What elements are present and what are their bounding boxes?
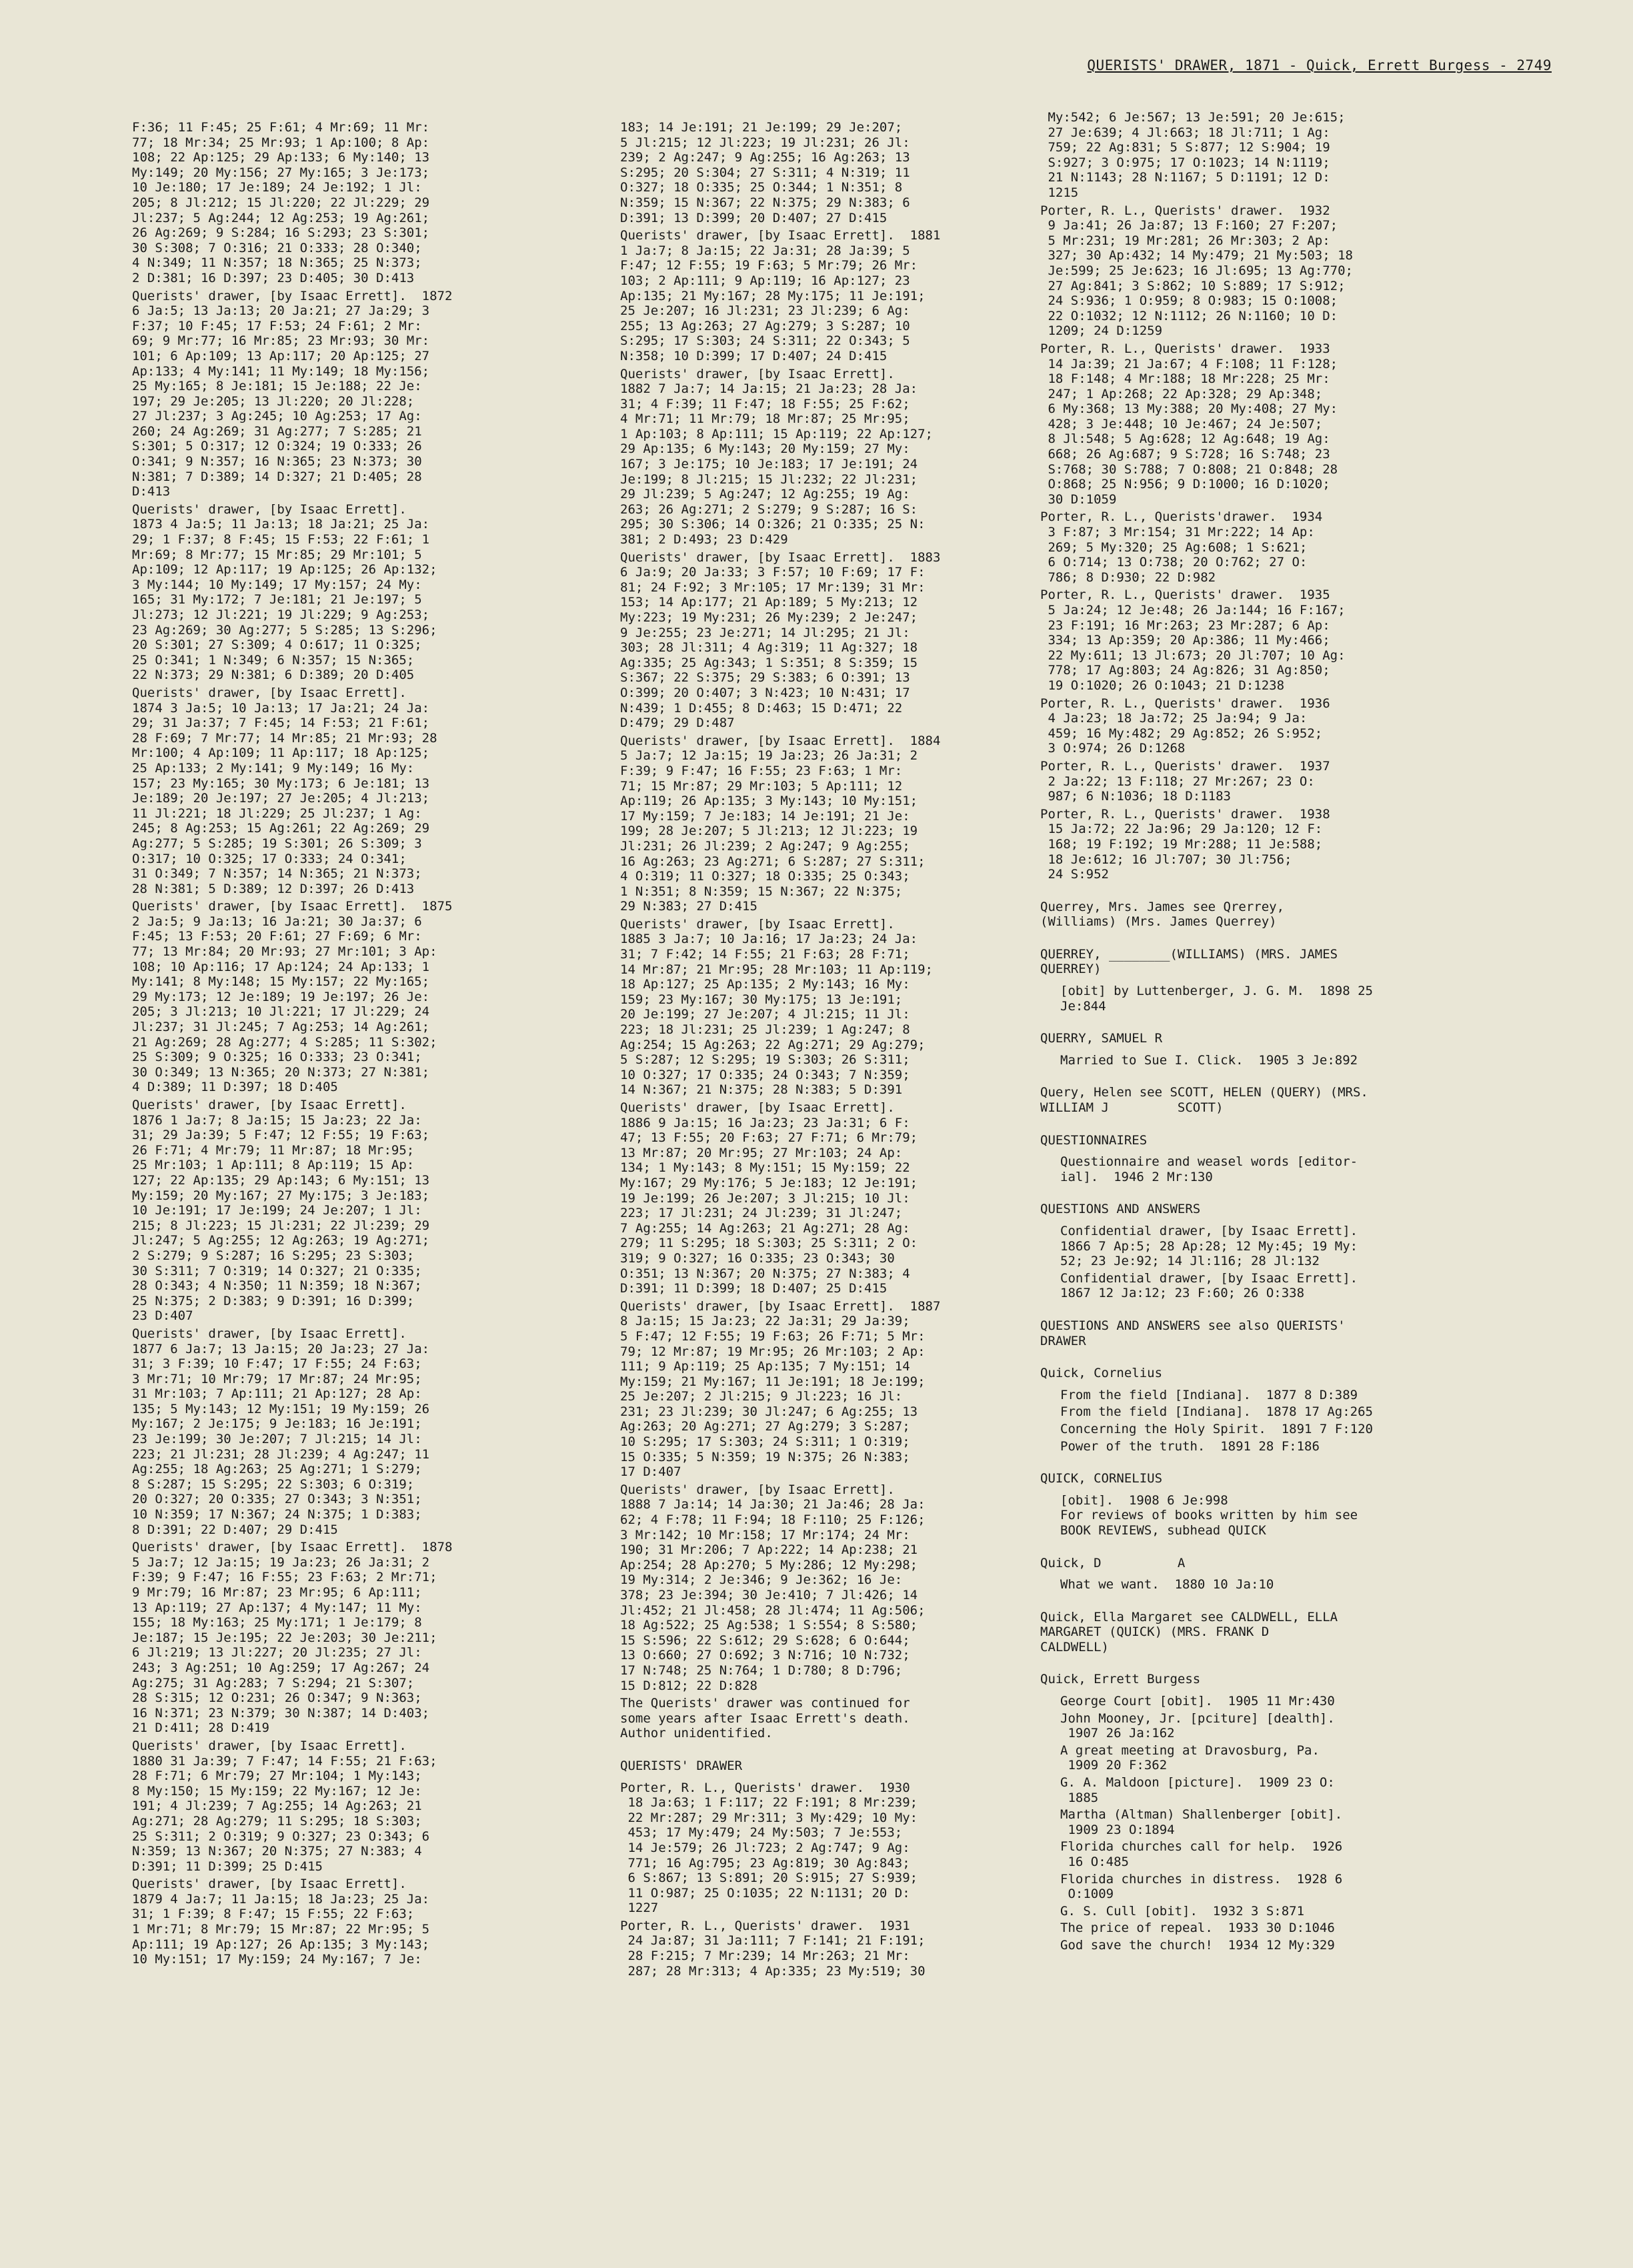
index-entry: 183; 14 Je:191; 21 Je:199; 29 Je:207; 5 Jl:215; 12 Jl:223; 19 Jl:231; 26 Jl: 239; 2 Ag:247; 9 Ag:255; 16 Ag:263; 13 S:295; 20 S:304; 27 S:311; 4 N:319; 11 O:327; 18 O:335; 25 O:344; 1 N:351; 8 N:359; 15 N:367; 22 N:375; 29 N:383; 6 D:391; 13 D:399; 20 D:407; 27 D:415 [620, 120, 910, 225]
editorial-note: The Querists' drawer was continued for some years after Isaac Errett's death. Author unidentified. [620, 1696, 910, 1741]
index-entry: Confidential drawer, [by Isaac Errett]. 1866 7 Ap:5; 28 Ap:28; 12 My:45; 19 My: 52; 23 Je:92; 14 Jl:116; 28 Jl:132 [1060, 1224, 1358, 1269]
index-entry: Concerning the Holy Spirit. 1891 7 F:120 [1060, 1421, 1373, 1436]
subject-heading: QUERREY, ________(WILLIAMS) (MRS. JAMES QUERREY) [1040, 946, 1338, 977]
index-entry: From the field [Indiana]. 1878 17 Ag:265 [1060, 1404, 1373, 1420]
index-entry: Porter, R. L., Querists' drawer. 1930 18 Ja:63; 1 F:117; 22 F:191; 8 Mr:239; 22 Mr:287; 29 Mr:311; 3 My:429; 10 My: 453; 17 My:479; 24 My:503; 7 Je:553; 14 Je:579; 26 Jl:723; 2 Ag:747; 9 Ag: 771; 16 Ag:795; 23 Ag:819; 30 Ag:843; 6 S:867; 13 S:891; 20 S:915; 27 S:939; 11 O:987; 25 O:1035; 22 N:1131; 20 D: 1227 [620, 1780, 918, 1916]
index-entry: Porter, R. L., Querists'drawer. 1934 3 F:87; 3 Mr:154; 31 Mr:222; 14 Ap: 269; 5 My:320; 25 Ag:608; 1 S:621; 6 O:714; 13 O:738; 20 O:762; 27 O: 786; 8 D:930; 22 D:982 [1040, 509, 1323, 585]
index-entry: Querists' drawer, [by Isaac Errett]. 1873 4 Ja:5; 11 Ja:13; 18 Ja:21; 25 Ja: 29; 1 F:37; 8 F:45; 15 F:53; 22 F:61; 1 Mr:69; 8 Mr:77; 15 Mr:85; 29 Mr:101; 5 Ap:109; 12 Ap:117; 19 Ap:125; 26 Ap:132; 3 My:144; 10 My:149; 17 My:157; 24 My: 165; 31 My:172; 7 Je:181; 21 Je:197; 5 Jl:273; 12 Jl:221; 19 Jl:229; 9 Ag:253; 23 Ag:269; 30 Ag:277; 5 S:285; 13 S:296; 20 S:301; 27 S:309; 4 O:617; 11 O:325; 25 O:341; 1 N:349; 6 N:357; 15 N:365; 22 N:373; 29 N:381; 6 D:389; 20 D:405 [132, 501, 437, 683]
index-entry: Porter, R. L., Querists' drawer. 1937 2 Ja:22; 13 F:118; 27 Mr:267; 23 O: 987; 6 N:1036; 18 D:1183 [1040, 758, 1330, 804]
index-entry: Florida churches call for help. 1926 16 O:485 [1060, 1839, 1343, 1869]
subject-heading: QUESTIONS AND ANSWERS [1040, 1202, 1201, 1217]
author-heading: Quick, Cornelius [1040, 1366, 1163, 1381]
index-entry: F:36; 11 F:45; 25 F:61; 4 Mr:69; 11 Mr: 77; 18 Mr:34; 25 Mr:93; 1 Ap:100; 8 Ap: 108; 22 Ap:125; 29 Ap:133; 6 My:140; 13 My:149; 20 My:156; 27 My:165; 3 Je:173; 10 Je:180; 17 Je:189; 24 Je:192; 1 Jl: 205; 8 Jl:212; 15 Jl:220; 22 Jl:229; 29 Jl:237; 5 Ag:244; 12 Ag:253; 19 Ag:261; 26 Ag:269; 9 S:284; 16 S:293; 23 S:301; 30 S:308; 7 O:316; 21 O:333; 28 O:340; 4 N:349; 11 N:357; 18 N:365; 25 N:373; 2 D:381; 16 D:397; 23 D:405; 30 D:413 [132, 120, 430, 285]
index-entry: [obit]. 1908 6 Je:998 For reviews of books written by him see BOOK REVIEWS, subhead QUICK [1060, 1492, 1358, 1538]
index-entry: G. A. Maldoon [picture]. 1909 23 O: 1885 [1060, 1775, 1335, 1805]
subject-heading: QUICK, CORNELIUS [1040, 1471, 1163, 1486]
index-entry: George Court [obit]. 1905 11 Mr:430 [1060, 1694, 1335, 1709]
index-entry: Querists' drawer, [by Isaac Errett]. 1874 3 Ja:5; 10 Ja:13; 17 Ja:21; 24 Ja: 29; 31 Ja:37; 7 F:45; 14 F:53; 21 F:61; 28 F:69; 7 Mr:77; 14 Mr:85; 21 Mr:93; 28 Mr:100; 4 Ap:109; 11 Ap:117; 18 Ap:125; 25 Ap:133; 2 My:141; 9 My:149; 16 My: 157; 23 My:165; 30 My:173; 6 Je:181; 13 Je:189; 20 Je:197; 27 Je:205; 4 Jl:213; 11 Jl:221; 18 Jl:229; 25 Jl:237; 1 Ag: 245; 8 Ag:253; 15 Ag:261; 22 Ag:269; 29 Ag:277; 5 S:285; 19 S:301; 26 S:309; 3 O:317; 10 O:325; 17 O:333; 24 O:341; 31 O:349; 7 N:357; 14 N:365; 21 N:373; 28 N:381; 5 D:389; 12 D:397; 26 D:413 [132, 685, 437, 896]
index-entry: God save the church! 1934 12 My:329 [1060, 1937, 1335, 1953]
index-entry: Querists' drawer, [by Isaac Errett]. 1887 8 Ja:15; 15 Ja:23; 22 Ja:31; 29 Ja:39; 5 F:47; 12 F:55; 19 F:63; 26 F:71; 5 Mr: 79; 12 Mr:87; 19 Mr:95; 26 Mr:103; 2 Ap: 111; 9 Ap:119; 25 Ap:135; 7 My:151; 14 My:159; 21 My:167; 11 Je:191; 18 Je:199; 25 Je:207; 2 Jl:215; 9 Jl:223; 16 Jl: 231; 23 Jl:239; 30 Jl:247; 6 Ag:255; 13 Ag:263; 20 Ag:271; 27 Ag:279; 3 S:287; 10 S:295; 17 S:303; 24 S:311; 1 O:319; 15 O:335; 5 N:359; 19 N:375; 26 N:383; 17 D:407 [620, 1298, 941, 1480]
index-entry: Porter, R. L., Querists' drawer. 1935 5 Ja:24; 12 Je:48; 26 Ja:144; 16 F:167; 23 F:191; 16 Mr:263; 23 Mr:287; 6 Ap: 334; 13 Ap:359; 20 Ap:386; 11 My:466; 22 My:611; 13 Jl:673; 20 Jl:707; 10 Ag: 778; 17 Ag:803; 24 Ag:826; 31 Ag:850; 19 O:1020; 26 O:1043; 21 D:1238 [1040, 588, 1346, 693]
index-entry: Querists' drawer, [by Isaac Errett]. 1880 31 Ja:39; 7 F:47; 14 F:55; 21 F:63; 28 F:71; 6 Mr:79; 27 Mr:104; 1 My:143; 8 My:150; 15 My:159; 22 My:167; 12 Je: 191; 4 Jl:239; 7 Ag:255; 14 Ag:263; 21 Ag:271; 28 Ag:279; 11 S:295; 18 S:303; 25 S:311; 2 O:319; 9 O:327; 23 O:343; 6 N:359; 13 N:367; 20 N:375; 27 N:383; 4 D:391; 11 D:399; 25 D:415 [132, 1738, 437, 1874]
index-entry: Querists' drawer, [by Isaac Errett]. 1886 9 Ja:15; 16 Ja:23; 23 Ja:31; 6 F: 47; 13 F:55; 20 F:63; 27 F:71; 6 Mr:79; 13 Mr:87; 20 Mr:95; 27 Mr:103; 24 Ap: 134; 1 My:143; 8 My:151; 15 My:159; 22 My:167; 29 My:176; 5 Je:183; 12 Je:191; 19 Je:199; 26 Je:207; 3 Jl:215; 10 Jl: 223; 17 Jl:231; 24 Jl:239; 31 Jl:247; 7 Ag:255; 14 Ag:263; 21 Ag:271; 28 Ag: 279; 11 S:295; 18 S:303; 25 S:311; 2 O: 319; 9 O:327; 16 O:335; 23 O:343; 30 O:351; 13 N:367; 20 N:375; 27 N:383; 4 D:391; 11 D:399; 18 D:407; 25 D:415 [620, 1100, 918, 1296]
index-entry: Confidential drawer, [by Isaac Errett]. 1867 12 Ja:12; 23 F:60; 26 O:338 [1060, 1270, 1358, 1301]
index-entry: Querists' drawer, [by Isaac Errett]. 1877 6 Ja:7; 13 Ja:15; 20 Ja:23; 27 Ja: 31; 3 F:39; 10 F:47; 17 F:55; 24 F:63; 3 Mr:71; 10 Mr:79; 17 Mr:87; 24 Mr:95; 31 Mr:103; 7 Ap:111; 21 Ap:127; 28 Ap: 135; 5 My:143; 12 My:151; 19 My:159; 26 My:167; 2 Je:175; 9 Je:183; 16 Je:191; 23 Je:199; 30 Je:207; 7 Jl:215; 14 Jl: 223; 21 Jl:231; 28 Jl:239; 4 Ag:247; 11 Ag:255; 18 Ag:263; 25 Ag:271; 1 S:279; 8 S:287; 15 S:295; 22 S:303; 6 O:319; 20 O:327; 20 O:335; 27 O:343; 3 N:351; 10 N:359; 17 N:367; 24 N:375; 1 D:383; 8 D:391; 22 D:407; 29 D:415 [132, 1326, 430, 1537]
index-entry: Querists' drawer, [by Isaac Errett]. 1885 3 Ja:7; 10 Ja:16; 17 Ja:23; 24 Ja: 31; 7 F:42; 14 F:55; 21 F:63; 28 F:71; 14 Mr:87; 21 Mr:95; 28 Mr:103; 11 Ap:119; 18 Ap:127; 25 Ap:135; 2 My:143; 16 My: 159; 23 My:167; 30 My:175; 13 Je:191; 20 Je:199; 27 Je:207; 4 Jl:215; 11 Jl: 223; 18 Jl:231; 25 Jl:239; 1 Ag:247; 8 Ag:254; 15 Ag:263; 22 Ag:271; 29 Ag:279; 5 S:287; 12 S:295; 19 S:303; 26 S:311; 10 O:327; 17 O:335; 24 O:343; 7 N:359; 14 N:367; 21 N:375; 28 N:383; 5 D:391 [620, 916, 933, 1098]
cross-reference: Querrey, Mrs. James see Qrerrey, (Williams) (Mrs. James Querrey) [1040, 899, 1285, 930]
index-entry: Querists' drawer, [by Isaac Errett]. 1876 1 Ja:7; 8 Ja:15; 15 Ja:23; 22 Ja: 31; 29 Ja:39; 5 F:47; 12 F:55; 19 F:63; 26 F:71; 4 Mr:79; 11 Mr:87; 18 Mr:95; 25 Mr:103; 1 Ap:111; 8 Ap:119; 15 Ap: 127; 22 Ap:135; 29 Ap:143; 6 My:151; 13 My:159; 20 My:167; 27 My:175; 3 Je:183; 10 Je:191; 17 Je:199; 24 Je:207; 1 Jl: 215; 8 Jl:223; 15 Jl:231; 22 Jl:239; 29 Jl:247; 5 Ag:255; 12 Ag:263; 19 Ag:271; 2 S:279; 9 S:287; 16 S:295; 23 S:303; 30 S:311; 7 O:319; 14 O:327; 21 O:335; 28 O:343; 4 N:350; 11 N:359; 18 N:367; 25 N:375; 2 D:383; 9 D:391; 16 D:399; 23 D:407 [132, 1098, 430, 1324]
index-entry: Querists' drawer, [by Isaac Errett]. 1881 1 Ja:7; 8 Ja:15; 22 Ja:31; 28 Ja:39; 5 F:47; 12 F:55; 19 F:63; 5 Mr:79; 26 Mr: 103; 2 Ap:111; 9 Ap:119; 16 Ap:127; 23 Ap:135; 21 My:167; 28 My:175; 11 Je:191; 25 Je:207; 16 Jl:231; 23 Jl:239; 6 Ag: 255; 13 Ag:263; 27 Ag:279; 3 S:287; 10 S:295; 17 S:303; 24 S:311; 22 O:343; 5 N:358; 10 D:399; 17 D:407; 24 D:415 [620, 228, 941, 363]
index-entry: From the field [Indiana]. 1877 8 D:389 [1060, 1387, 1358, 1402]
index-entry: Porter, R. L., Querists' drawer. 1933 14 Ja:39; 21 Ja:67; 4 F:108; 11 F:128; 18 F:148; 4 Mr:188; 18 Mr:228; 25 Mr: 247; 1 Ap:268; 22 Ap:328; 29 Ap:348; 6 My:368; 13 My:388; 20 My:408; 27 My: 428; 3 Je:448; 10 Je:467; 24 Je:507; 8 Jl:548; 5 Ag:628; 12 Ag:648; 19 Ag: 668; 26 Ag:687; 9 S:728; 16 S:748; 23 S:768; 30 S:788; 7 O:808; 21 O:848; 28 O:868; 25 N:956; 9 D:1000; 16 D:1020; 30 D:1059 [1040, 341, 1338, 507]
index-entry: Querists' drawer, [by Isaac Errett]. 1888 7 Ja:14; 14 Ja:30; 21 Ja:46; 28 Ja: 62; 4 F:78; 11 F:94; 18 F:110; 25 F:126; 3 Mr:142; 10 Mr:158; 17 Mr:174; 24 Mr: 190; 31 Mr:206; 7 Ap:222; 14 Ap:238; 21 Ap:254; 28 Ap:270; 5 My:286; 12 My:298; 19 My:314; 2 Je:346; 9 Je:362; 16 Je: 378; 23 Je:394; 30 Je:410; 7 Jl:426; 14 Jl:452; 21 Jl:458; 28 Jl:474; 11 Ag:506; 18 Ag:522; 25 Ag:538; 1 S:554; 8 S:580; 15 S:596; 22 S:612; 29 S:628; 6 O:644; 13 O:660; 27 O:692; 3 N:716; 10 N:732; 17 N:748; 25 N:764; 1 D:780; 8 D:796; 15 D:812; 22 D:828 [620, 1482, 926, 1693]
subject-heading: QUERRY, SAMUEL R [1040, 1031, 1163, 1046]
cross-reference: Query, Helen see SCOTT, HELEN (QUERY) (MRS. WILLIAM J SCOTT) [1040, 1085, 1368, 1116]
index-entry: Querists' drawer, [by Isaac Errett]. 1882 7 Ja:7; 14 Ja:15; 21 Ja:23; 28 Ja: 31; 4 F:39; 11 F:47; 18 F:55; 25 F:62; 4 Mr:71; 11 Mr:79; 18 Mr:87; 25 Mr:95; 1 Ap:103; 8 Ap:111; 15 Ap:119; 22 Ap:127; 29 Ap:135; 6 My:143; 20 My:159; 27 My: 167; 3 Je:175; 10 Je:183; 17 Je:191; 24 Je:199; 8 Jl:215; 15 Jl:232; 22 Jl:231; 29 Jl:239; 5 Ag:247; 12 Ag:255; 19 Ag: 263; 26 Ag:271; 2 S:279; 9 S:287; 16 S: 295; 30 S:306; 14 O:326; 21 O:335; 25 N: 381; 2 D:493; 23 D:429 [620, 366, 933, 547]
index-entry: Querists' drawer, [by Isaac Errett]. 1883 6 Ja:9; 20 Ja:33; 3 F:57; 10 F:69; 17 F: 81; 24 F:92; 3 Mr:105; 17 Mr:139; 31 Mr: 153; 14 Ap:177; 21 Ap:189; 5 My:213; 12 My:223; 19 My:231; 26 My:239; 2 Je:247; 9 Je:255; 23 Je:271; 14 Jl:295; 21 Jl: 303; 28 Jl:311; 4 Ag:319; 11 Ag:327; 18 Ag:335; 25 Ag:343; 1 S:351; 8 S:359; 15 S:367; 22 S:375; 29 S:383; 6 O:391; 13 O:399; 20 O:407; 3 N:423; 10 N:431; 17 N:439; 1 D:455; 8 D:463; 15 D:471; 22 D:479; 29 D:487 [620, 549, 941, 731]
index-column-2 [620, 120, 1034, 1981]
index-entry: Porter, R. L., Querists' drawer. 1938 15 Ja:72; 22 Ja:96; 29 Ja:120; 12 F: 168; 19 F:192; 19 Mr:288; 11 Je:588; 18 Je:612; 16 Jl:707; 30 Jl:756; 24 S:952 [1040, 806, 1330, 882]
index-column-1 [132, 120, 505, 1969]
page-header [1087, 57, 1552, 73]
index-entry: Florida churches in distress. 1928 6 O:1009 [1060, 1871, 1343, 1902]
running-head: QUERISTS' DRAWER, 1871 - Quick, Errett Burgess - 2749 [1087, 57, 1552, 73]
index-entry: Porter, R. L., Querists' drawer. 1932 9 Ja:41; 26 Ja:87; 13 F:160; 27 F:207; 5 Mr:231; 19 Mr:281; 26 Mr:303; 2 Ap: 327; 30 Ap:432; 14 My:479; 21 My:503; 18 Je:599; 25 Je:623; 16 Jl:695; 13 Ag:770; 27 Ag:841; 3 S:862; 10 S:889; 17 S:912; 24 S:936; 1 O:959; 8 O:983; 15 O:1008; 22 O:1032; 12 N:1112; 26 N:1160; 10 D: 1209; 24 D:1259 [1040, 203, 1353, 339]
index-entry: Querists' drawer, [by Isaac Errett]. 1875 2 Ja:5; 9 Ja:13; 16 Ja:21; 30 Ja:37; 6 F:45; 13 F:53; 20 F:61; 27 F:69; 6 Mr: 77; 13 Mr:84; 20 Mr:93; 27 Mr:101; 3 Ap: 108; 10 Ap:116; 17 Ap:124; 24 Ap:133; 1 My:141; 8 My:148; 15 My:157; 22 My:165; 29 My:173; 12 Je:189; 19 Je:197; 26 Je: 205; 3 Jl:213; 10 Jl:221; 17 Jl:229; 24 Jl:237; 31 Jl:245; 7 Ag:253; 14 Ag:261; 21 Ag:269; 28 Ag:277; 4 S:285; 11 S:302; 25 S:309; 9 O:325; 16 O:333; 23 O:341; 30 O:349; 13 N:365; 20 N:373; 27 N:381; 4 D:389; 11 D:397; 18 D:405 [132, 899, 453, 1095]
index-entry: Porter, R. L., Querists' drawer. 1936 4 Ja:23; 18 Ja:72; 25 Ja:94; 9 Ja: 459; 16 My:482; 29 Ag:852; 26 S:952; 3 O:974; 26 D:1268 [1040, 696, 1330, 756]
index-entry: What we want. 1880 10 Ja:10 [1060, 1577, 1274, 1592]
index-entry: My:542; 6 Je:567; 13 Je:591; 20 Je:615; 27 Je:639; 4 Jl:663; 18 Jl:711; 1 Ag: 759; 22 Ag:831; 5 S:877; 12 S:904; 19 S:927; 3 O:975; 17 O:1023; 14 N:1119; 21 N:1143; 28 N:1167; 5 D:1191; 12 D: 1215 [1048, 110, 1346, 200]
index-entry: Martha (Altman) Shallenberger [obit]. 1909 23 O:1894 [1060, 1807, 1343, 1837]
author-heading: Quick, D A [1040, 1555, 1186, 1570]
index-entry: Querists' drawer, [by Isaac Errett]. 1872 6 Ja:5; 13 Ja:13; 20 Ja:21; 27 Ja:29; 3 F:37; 10 F:45; 17 F:53; 24 F:61; 2 Mr: 69; 9 Mr:77; 16 Mr:85; 23 Mr:93; 30 Mr: 101; 6 Ap:109; 13 Ap:117; 20 Ap:125; 27 Ap:133; 4 My:141; 11 My:149; 18 My:156; 25 My:165; 8 Je:181; 15 Je:188; 22 Je: 197; 29 Je:205; 13 Jl:220; 20 Jl:228; 27 Jl:237; 3 Ag:245; 10 Ag:253; 17 Ag: 260; 24 Ag:269; 31 Ag:277; 7 S:285; 21 S:301; 5 O:317; 12 O:324; 19 O:333; 26 O:341; 9 N:357; 16 N:365; 23 N:373; 30 N:381; 7 D:389; 14 D:327; 21 D:405; 28 D:413 [132, 288, 453, 499]
index-entry: [obit] by Luttenberger, J. G. M. 1898 25 Je:844 [1060, 984, 1373, 1014]
subject-heading: QUESTIONNAIRES [1040, 1132, 1148, 1148]
index-entry: Married to Sue I. Click. 1905 3 Je:892 [1060, 1052, 1358, 1068]
index-entry: Querists' drawer, [by Isaac Errett]. 1884 5 Ja:7; 12 Ja:15; 19 Ja:23; 26 Ja:31; 2 F:39; 9 F:47; 16 F:55; 23 F:63; 1 Mr: 71; 15 Mr:87; 29 Mr:103; 5 Ap:111; 12 Ap:119; 26 Ap:135; 3 My:143; 10 My:151; 17 My:159; 7 Je:183; 14 Je:191; 21 Je: 199; 28 Je:207; 5 Jl:213; 12 Jl:223; 19 Jl:231; 26 Jl:239; 2 Ag:247; 9 Ag:255; 16 Ag:263; 23 Ag:271; 6 S:287; 27 S:311; 4 O:319; 11 O:327; 18 O:335; 25 O:343; 1 N:351; 8 N:359; 15 N:367; 22 N:375; 29 N:383; 27 D:415 [620, 733, 941, 914]
index-entry: A great meeting at Dravosburg, Pa. 1909 20 F:362 [1060, 1743, 1320, 1773]
author-heading: Quick, Errett Burgess [1040, 1672, 1201, 1687]
index-column-3 [1040, 110, 1527, 1955]
section-heading: QUERISTS' DRAWER [620, 1758, 743, 1773]
index-entry: John Mooney, Jr. [pciture] [dealth]. 1907 26 Ja:162 [1060, 1711, 1335, 1741]
index-entry: G. S. Cull [obit]. 1932 3 S:871 [1060, 1903, 1305, 1919]
index-entry: Porter, R. L., Querists' drawer. 1931 24 Ja:87; 31 Ja:111; 7 F:141; 21 F:191; 28 F:215; 7 Mr:239; 14 Mr:263; 21 Mr: 287; 28 Mr:313; 4 Ap:335; 23 My:519; 30 [620, 1918, 926, 1979]
cross-reference: Quick, Ella Margaret see CALDWELL, ELLA MARGARET (QUICK) (MRS. FRANK D CALDWELL) [1040, 1609, 1338, 1654]
cross-reference: QUESTIONS AND ANSWERS see also QUERISTS' DRAWER [1040, 1318, 1346, 1348]
index-entry: Power of the truth. 1891 28 F:186 [1060, 1438, 1320, 1454]
index-entry: The price of repeal. 1933 30 D:1046 [1060, 1921, 1335, 1936]
index-entry: Querists' drawer, [by Isaac Errett]. 1879 4 Ja:7; 11 Ja:15; 18 Ja:23; 25 Ja: 31; 1 F:39; 8 F:47; 15 F:55; 22 F:63; 1 Mr:71; 8 Mr:79; 15 Mr:87; 22 Mr:95; 5 Ap:111; 19 Ap:127; 26 Ap:135; 3 My:143; 10 My:151; 17 My:159; 24 My:167; 7 Je: [132, 1877, 430, 1967]
index-entry: Questionnaire and weasel words [editor- ial]. 1946 2 Mr:130 [1060, 1154, 1358, 1184]
index-entry: Querists' drawer, [by Isaac Errett]. 1878 5 Ja:7; 12 Ja:15; 19 Ja:23; 26 Ja:31; 2 F:39; 9 F:47; 16 F:55; 23 F:63; 2 Mr:71; 9 Mr:79; 16 Mr:87; 23 Mr:95; 6 Ap:111; 13 Ap:119; 27 Ap:137; 4 My:147; 11 My: 155; 18 My:163; 25 My:171; 1 Je:179; 8 Je:187; 15 Je:195; 22 Je:203; 30 Je:211; 6 Jl:219; 13 Jl:227; 20 Jl:235; 27 Jl: 243; 3 Ag:251; 10 Ag:259; 17 Ag:267; 24 Ag:275; 31 Ag:283; 7 S:294; 21 S:307; 28 S:315; 12 O:231; 26 O:347; 9 N:363; 16 N:371; 23 N:379; 30 N:387; 14 D:403; 21 D:411; 28 D:419 [132, 1540, 453, 1736]
